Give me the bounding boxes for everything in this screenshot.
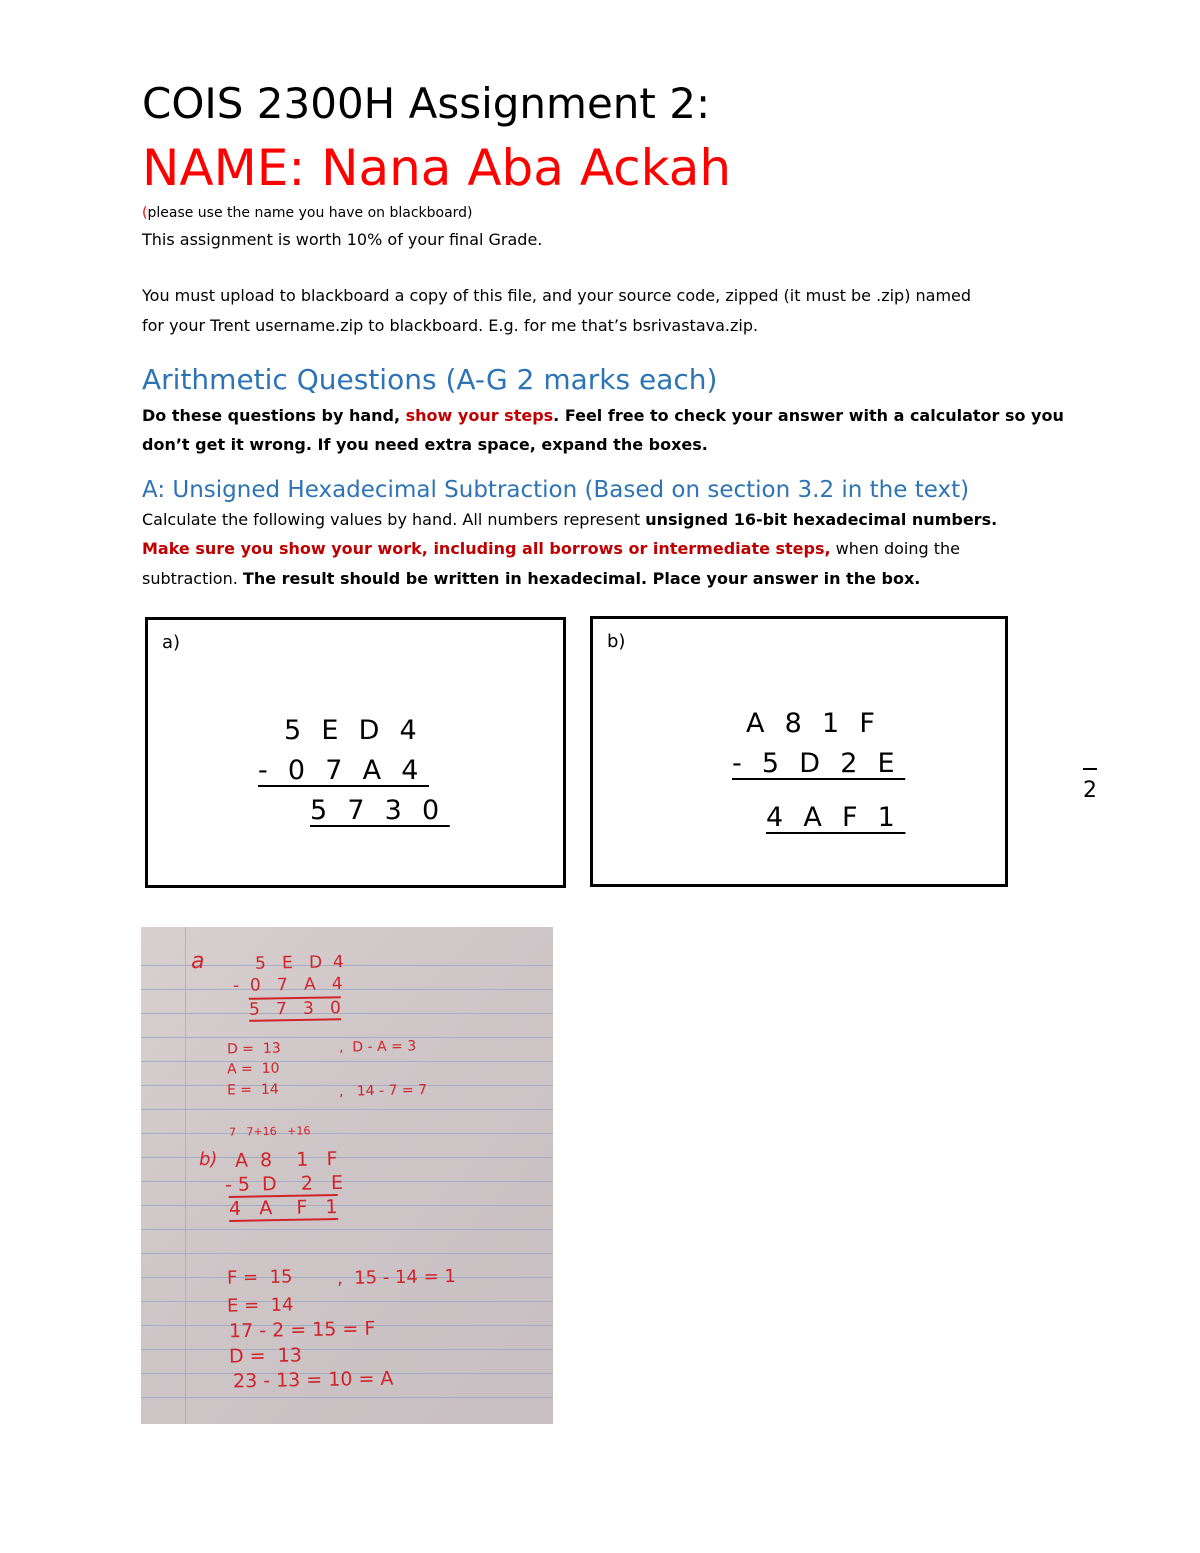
sub-line2-rest: when doing the [830, 539, 961, 558]
box-a-result: 5 7 3 0 [310, 795, 450, 826]
hw-b-note1b: , 15 - 14 = 1 [336, 1265, 457, 1290]
sub-line3-bold: The result should be written in hexadecimal. Place your answer in the box. [242, 569, 921, 588]
hw-b-note2: E = 14 [226, 1294, 294, 1317]
name-note-text: please use the name you have on blackboard) [147, 205, 473, 221]
hw-b-note1: F = 15 [226, 1266, 293, 1289]
answer-box-b[interactable] [590, 616, 1008, 887]
instr-part2: . Feel free to check your answer with a calculator so you [553, 406, 1064, 425]
hw-a-note3b: , 14 - 7 = 7 [338, 1082, 428, 1100]
box-a-subtrahend: - 0 7 A 4 [258, 755, 429, 786]
sub-line2-red: Make sure you show your work, including all borrows or intermediate steps, [142, 539, 831, 558]
subsection-line1 [142, 505, 997, 535]
grade-worth-text: This assignment is worth 10% of your final Grade. [142, 230, 543, 249]
hw-b-note4: D = 13 [228, 1344, 303, 1368]
upload-instructions-line2: for your Trent username.zip to blackboard. E.g. for me that’s bsrivastava.zip. [142, 316, 759, 335]
section-instructions-line2: don’t get it wrong. If you need extra space, expand the boxes. [142, 435, 708, 454]
open-paren: ( [142, 205, 148, 221]
section-heading: Arithmetic Questions (A-G 2 marks each) [142, 363, 718, 396]
answer-box-a[interactable] [145, 617, 566, 888]
page-number-bar [1083, 768, 1097, 770]
box-b-subtrahend: - 5 D 2 E [732, 748, 906, 779]
hw-a-note1b: , D - A = 3 [338, 1038, 417, 1056]
hw-a-row3: 5 7 3 0 [248, 998, 342, 1020]
assignment-title: COIS 2300H Assignment 2: [142, 79, 711, 128]
subsection-heading: A: Unsigned Hexadecimal Subtraction (Based on section 3.2 in the text) [142, 477, 970, 503]
hw-a-note3: E = 14 [226, 1081, 279, 1099]
hw-a-note1: D = 13 [226, 1040, 281, 1058]
instr-part1: Do these questions by hand, [142, 406, 406, 425]
box-b-minuend: A 8 1 F [746, 708, 876, 739]
hw-b-note3: 17 - 2 = 15 = F [228, 1317, 376, 1343]
section-instructions-line1 [142, 401, 1064, 431]
subsection-line2 [142, 534, 960, 564]
box-b-label: b) [607, 631, 626, 652]
instr-show-steps: show your steps [405, 406, 554, 425]
hw-a-row1: 5 E D 4 [254, 952, 344, 974]
box-a-minuend: 5 E D 4 [284, 715, 418, 746]
sub-line3-part1: subtraction. [142, 569, 243, 588]
hw-a-label: a [190, 948, 205, 975]
page-number-text: 2 [1083, 778, 1097, 803]
hw-b-note5: 23 - 13 = 10 = A [232, 1367, 394, 1393]
page-number [1083, 778, 1097, 803]
hw-b-label: b) [198, 1148, 218, 1171]
hw-b-row2: - 5 D 2 E [224, 1171, 344, 1197]
hw-a-row2: - 0 7 A 4 [232, 974, 343, 996]
name-note [142, 198, 473, 228]
sub-line1-part1: Calculate the following values by hand. All numbers represent [142, 510, 646, 529]
hw-a-note2: A = 10 [226, 1060, 280, 1078]
subsection-line3 [142, 564, 920, 594]
hw-b-row1: A 8 1 F [234, 1148, 338, 1172]
box-b-result: 4 A F 1 [766, 802, 906, 833]
handwritten-work-photo [141, 927, 553, 1424]
box-a-label: a) [162, 632, 181, 653]
hw-b-row3: 4 A F 1 [228, 1196, 338, 1220]
hw-b-borrows: 7 7+16 +16 [228, 1124, 311, 1139]
student-name: NAME: Nana Aba Ackah [142, 139, 732, 197]
sub-line1-bold: unsigned 16-bit hexadecimal numbers. [645, 510, 998, 529]
upload-instructions-line1: You must upload to blackboard a copy of this file, and your source code, zipped (it must be .zip) named [142, 286, 972, 305]
